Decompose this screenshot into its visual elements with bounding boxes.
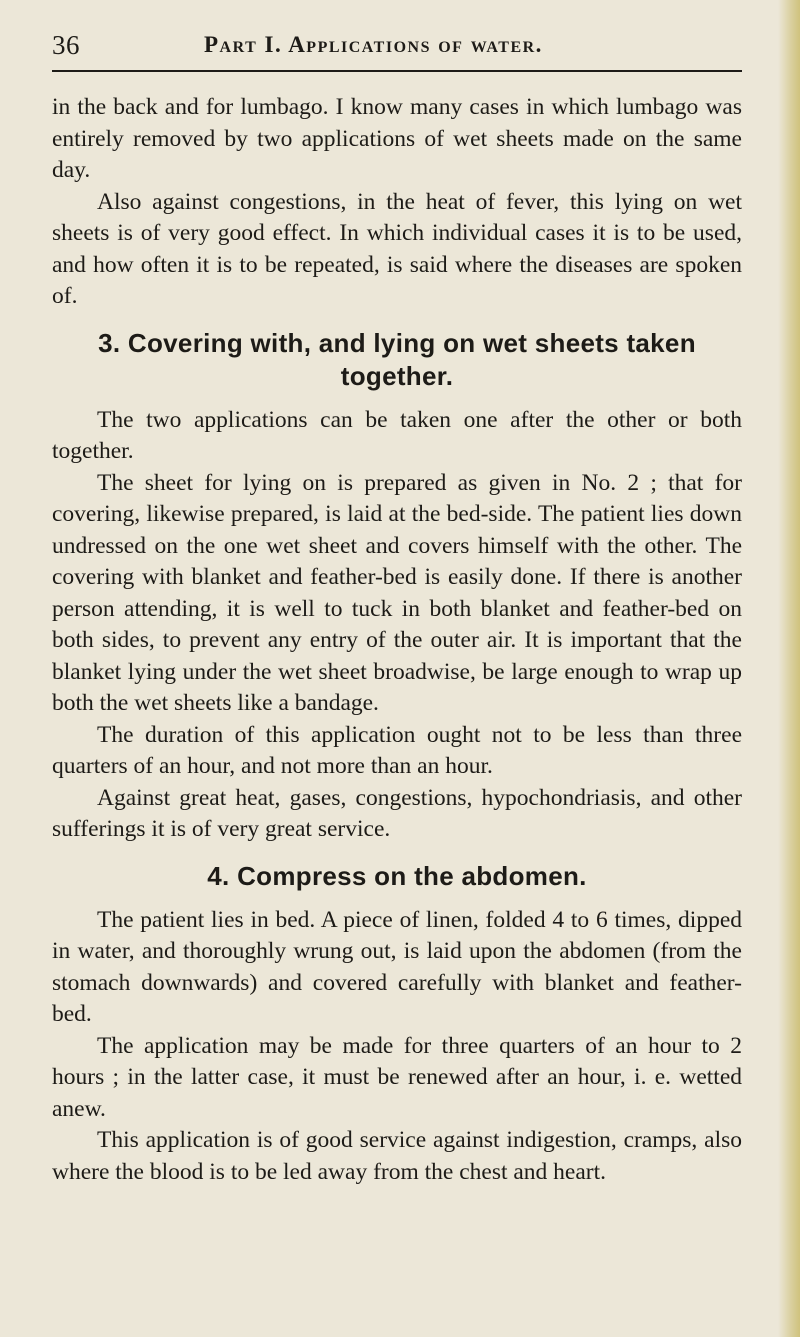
paragraph: The sheet for lying on is prepared as given in No. 2 ; that for covering, likewise prepared, is laid at the bed-side. The patient lies down undressed on the one wet sheet and covers himself with the other. The covering with blanket and feather-bed is easily done. If there is another person attending, it is well to tuck in both blanket and feather-bed on both sides, to prevent any entry of the outer air. It is important that the blanket lying under the wet sheet broadwise, be large enough to wrap up both the wet sheets like a bandage. xyxy=(52,469,742,716)
paragraph: The duration of this application ought not to be less than three quarters of an hour, and not more than an hour. xyxy=(52,721,742,779)
section-heading-4: 4. Compress on the abdomen. xyxy=(207,860,587,891)
running-head-title: Part I. Applications of water. xyxy=(204,32,543,57)
paragraph: The patient lies in bed. A piece of linen, folded 4 to 6 times, dipped in water, and thoroughly wrung out, is laid upon the abdomen (from the stomach downwards) and covered carefully with blanket and feather-bed. xyxy=(52,906,742,1027)
paragraph: Against great heat, gases, congestions, hypochondriasis, and other sufferings it is of very great service. xyxy=(52,784,742,842)
running-head xyxy=(52,30,742,72)
paragraph: This application is of good service against indigestion, cramps, also where the blood is to be led away from the chest and heart. xyxy=(52,1127,742,1185)
paragraph: in the back and for lumbago. I know many cases in which lumbago was entirely removed by two applications of wet sheets made on the same day. xyxy=(52,94,742,183)
paragraph: The application may be made for three quarters of an hour to 2 hours ; in the latter case, it must be renewed after an hour, i. e. wetted anew. xyxy=(52,1032,742,1122)
page-edge xyxy=(778,0,800,1337)
page-number: 36 xyxy=(52,30,80,60)
body-text xyxy=(52,92,742,1188)
section-heading-3: 3. Covering with, and lying on wet sheets taken together. xyxy=(98,327,696,391)
book-page xyxy=(52,30,742,1188)
paragraph: Also against congestions, in the heat of fever, this lying on wet sheets is of very good effect. In which individual cases it is to be used, and how often it is to be repeated, is said where the diseases are spoken of. xyxy=(52,188,742,309)
paragraph: The two applications can be taken one after the other or both together. xyxy=(52,406,742,464)
